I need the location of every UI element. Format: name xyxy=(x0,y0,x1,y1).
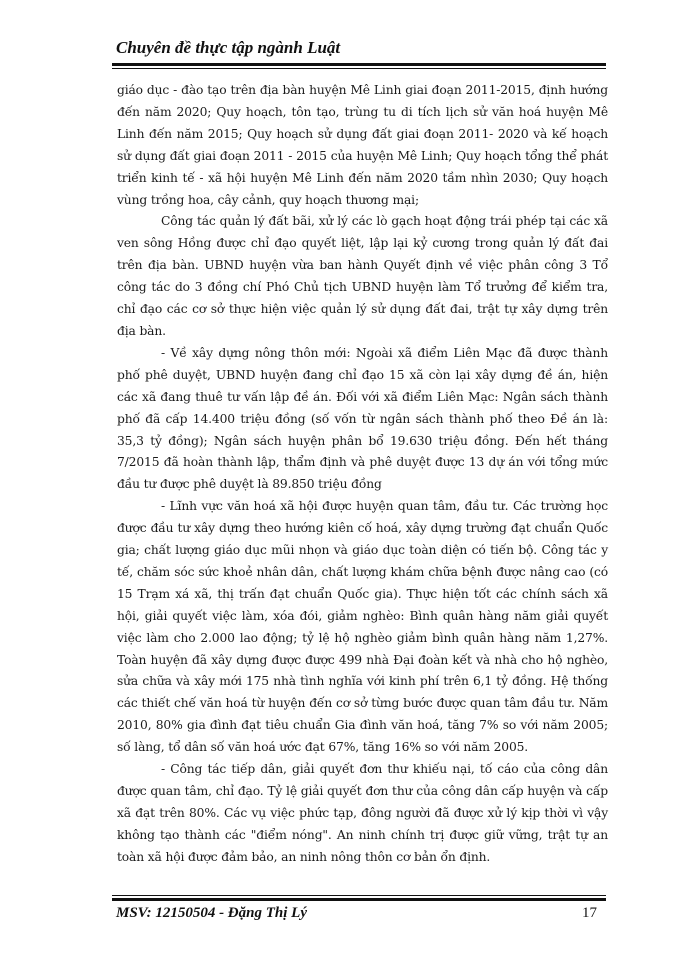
paragraph-1: giáo dục - đào tạo trên địa bàn huyện Mê Linh giai đoạn 2011-2015, định hướng đến năm 2020; Quy hoạch, tôn tạo, trùng tu di tích lịch sử văn hoá huyện Mê Linh đến năm 2015; Quy hoạch sử dụng đất giai đoạn 2011- 2020 và kế hoạch sử dụng đất giai đoạn 2011 - 2015 của huyện Mê Linh; Quy hoạch tổng thể phát triển kinh tế - xã hội huyện Mê Linh đến năm 2020 tầm nhìn 2030; Quy hoạch vùng trồng hoa, cây cảnh, quy hoạch thương mại; xyxy=(117,83,608,207)
paragraph-3: - Về xây dựng nông thôn mới: Ngoài xã điểm Liên Mạc đã được thành phố phê duyệt, UBND huyện đang chỉ đạo 15 xã còn lại xây dựng đề án, hiện các xã đang thuê tư vấn lập đề án. Đối với xã điểm Liên Mạc: Ngân sách thành phố đã cấp 14.400 triệu đồng (số vốn từ ngân sách thành phố theo Đề án là: 35,3 tỷ đồng); Ngân sách huyện phân bổ 19.630 triệu đồng. Đến hết tháng 7/2015 đã hoàn thành lập, thẩm định và phê duyệt được 13 dự án với tổng mức đầu tư được phê duyệt là 89.850 triệu đồng xyxy=(117,345,608,492)
body-text xyxy=(117,80,608,869)
header-divider-thick xyxy=(112,63,606,66)
paragraph-4: - Lĩnh vực văn hoá xã hội được huyện quan tâm, đầu tư. Các trường học được đầu tư xây dựng theo hướng kiên cố hoá, xây dựng trường đạt chuẩn Quốc gia; chất lượng giáo dục mũi nhọn và giáo dục toàn diện có tiến bộ. Công tác y tế, chăm sóc sức khoẻ nhân dân, chất lượng khám chữa bệnh được nâng cao (có 15 Trạm xá xã, thị trấn đạt chuẩn Quốc gia). Thực hiện tốt các chính sách xã hội, giải quyết việc làm, xóa đói, giảm nghèo: Bình quân hàng năm giải quyết việc làm cho 2.000 lao động; tỷ lệ hộ nghèo giảm bình quân hàng năm 1,27%. Toàn huyện đã xây dựng được được 499 nhà Đại đoàn kết và nhà cho hộ nghèo, sửa chữa và xây mới 175 nhà tình nghĩa với kinh phí trên 6,1 tỷ đồng. Hệ thống các thiết chế văn hoá từ huyện đến cơ sở từng bước được quan tâm đầu tư. Năm 2010, 80% gia đình đạt tiêu chuẩn Gia đình văn hoá, tăng 7% so với năm 2005; số làng, tổ dân số văn hoá ước đạt 67%, tăng 16% so với năm 2005. xyxy=(117,499,608,755)
footer-divider-thick xyxy=(112,898,606,901)
paragraph-5: - Công tác tiếp dân, giải quyết đơn thư khiếu nại, tố cáo của công dân được quan tâm, chỉ đạo. Tỷ lệ giải quyết đơn thư của công dân cấp huyện và cấp xã đạt trên 80%. Các vụ việc phức tạp, đông người đã được xử lý kịp thời vì vậy không tạo thành các "điểm nóng". An ninh chính trị được giữ vững, trật tự an toàn xã hội được đảm bảo, an ninh nông thôn cơ bản ổn định. xyxy=(117,762,608,864)
page-number: 17 xyxy=(582,905,597,921)
header-title: Chuyên đề thực tập ngành Luật xyxy=(116,38,341,57)
paragraph-2: Công tác quản lý đất bãi, xử lý các lò gạch hoạt động trái phép tại các xã ven sông Hồng được chỉ đạo quyết liệt, lập lại kỷ cương trong quản lý đất đai trên địa bàn. UBND huyện vừa ban hành Quyết định về việc phân công 3 Tổ công tác do 3 đồng chí Phó Chủ tịch UBND huyện làm Tổ trưởng để kiểm tra, chỉ đạo các cơ sở thực hiện việc quản lý sử dụng đất đai, trật tự xây dựng trên địa bàn. xyxy=(117,214,608,338)
header-divider-thin xyxy=(112,68,606,69)
footer-author: MSV: 12150504 - Đặng Thị Lý xyxy=(116,905,307,921)
footer-divider-thin xyxy=(112,895,606,896)
